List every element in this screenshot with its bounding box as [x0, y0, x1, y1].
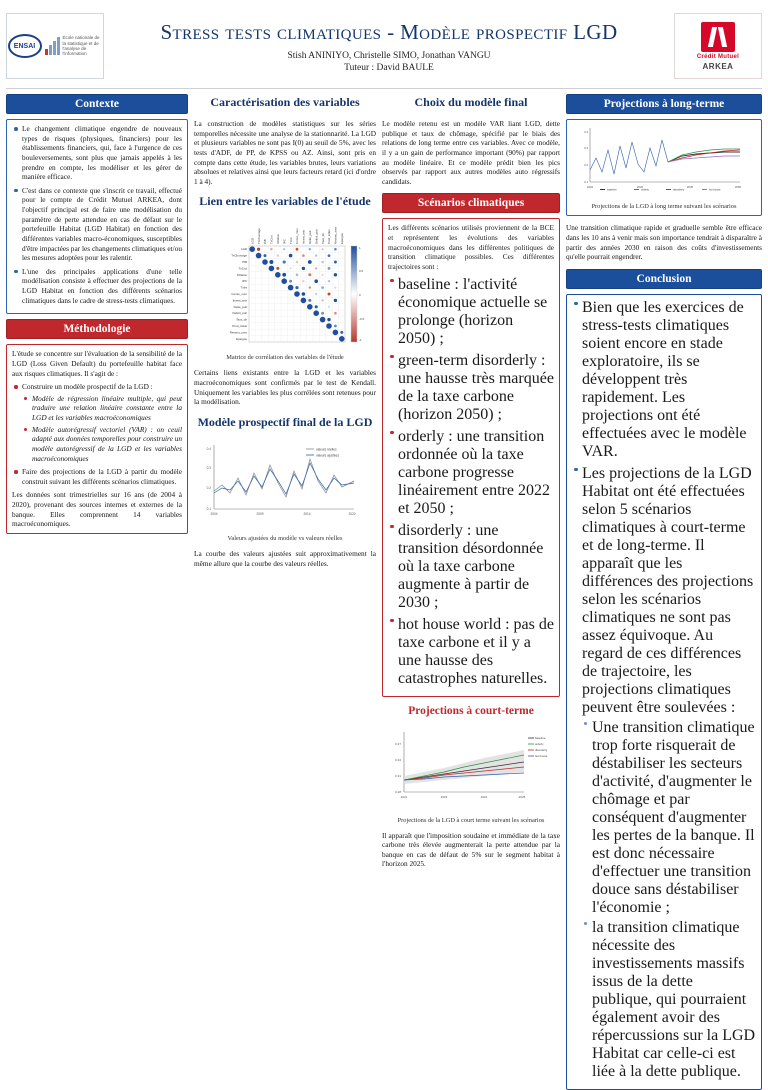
model-text-box — [194, 547, 376, 570]
tutor-line: Tuteur : David BAULE — [344, 62, 434, 73]
svg-text:Taux_dir: Taux_dir — [236, 317, 247, 322]
contexte-box — [6, 119, 188, 314]
column-1 — [6, 94, 188, 564]
svg-text:2023: 2023 — [440, 794, 448, 799]
svg-text:valeurs réelles: valeurs réelles — [316, 447, 337, 452]
svg-text:Prod_indus: Prod_indus — [327, 229, 332, 245]
conclusion-sublist — [582, 719, 756, 1081]
svg-text:0.2: 0.2 — [206, 485, 211, 490]
svg-text:0.4: 0.4 — [584, 130, 588, 134]
list-item: baseline : l'activité économique actuelle se prolonge (horizon 2050) ; — [397, 276, 554, 348]
svg-text:hot house: hot house — [709, 188, 721, 192]
list-item: hot house world : pas de taxe carbone et il y a une hausse des catastrophes naturelles. — [398, 615, 554, 687]
svg-text:2020: 2020 — [348, 511, 356, 516]
svg-text:LGD: LGD — [250, 238, 255, 245]
svg-text:IPC: IPC — [242, 279, 247, 284]
list-item: la transition climatique nécessite des investissements massifs issus de la dette publique, qui pourraient également avoir des répercussions sur la LGD Habitat car celle-ci est liée à la dette publique. — [592, 918, 756, 1080]
scenarios-box — [382, 218, 560, 696]
long-term-caption: Projections de la LGD à long terme suivant les scénarios — [591, 203, 737, 210]
model-fit-caption: Valeurs ajustées du modèle vs valeurs réelles — [227, 534, 343, 542]
svg-text:0.37: 0.37 — [395, 741, 401, 746]
credit-mutuel-arkea-logo — [674, 13, 762, 79]
section-title-court-terme: Projections à court-terme — [408, 704, 534, 717]
list-item: Une transition climatique trop forte risquerait de déstabiliser les secteurs d'activité, d'augmenter le chômage et par conséquent d'augmenter les pertes de la banque. Il est donc nécessaire d'effectuer une transition douce sans déstabiliser l'économie ; — [592, 718, 755, 916]
list-item: L'une des principales applications d'une telle modélisation consiste à effectuer des projections de la LGD Habitat en fonction des différents scénarios climatiques dans le cadre de stress-tests climatiques. — [22, 266, 182, 305]
svg-text:2004: 2004 — [210, 511, 218, 516]
svg-text:Conso_men: Conso_men — [295, 228, 300, 245]
column-3 — [382, 94, 560, 869]
list-item: Modèle autorégressif vectoriel (VAR) : on ceuil adapté aux données temporelles pour construire un modèle autorégressif de la LGD et les variables macroéconomiques — [32, 424, 182, 463]
section-title-conclusion: Conclusion — [566, 269, 762, 289]
svg-text:0.1: 0.1 — [206, 506, 211, 511]
svg-text:0.3: 0.3 — [206, 465, 211, 470]
list-item: Le changement climatique engendre de nouveaux types de risques (physiques, financiers) pour les établissements financiers, qui, face à l'urgence de ces bouleversements, sont plus que jamais appelés à les prendre en compte, les modéliser et les gérer de manière efficace. — [22, 124, 182, 182]
svg-text:TxInt: TxInt — [288, 237, 293, 245]
methodologie-box — [6, 344, 188, 534]
ensai-subtitle: École nationale de la statistique et de l'analyse de l'information — [62, 35, 100, 57]
title-block — [110, 20, 668, 73]
svg-text:0.28: 0.28 — [395, 789, 401, 794]
svg-text:2035: 2035 — [686, 185, 694, 189]
svg-text:orderly: orderly — [641, 188, 649, 192]
svg-text:Deficit_pub: Deficit_pub — [314, 229, 319, 245]
list-item: orderly : une transition ordonnée où la taxe carbone progresse linéairement entre 2022 et 2050 ; — [397, 428, 554, 518]
svg-text:1: 1 — [359, 246, 361, 251]
svg-text:Deficit_pub: Deficit_pub — [232, 311, 247, 316]
svg-text:2004: 2004 — [586, 185, 594, 189]
section-title-methodologie: Méthodologie — [6, 319, 188, 339]
poster-header — [6, 4, 762, 89]
svg-text:2009: 2009 — [256, 511, 264, 516]
caracterisation-text-box — [194, 117, 376, 188]
list-item: Faire des projections de la LGD à partir du modèle construit suivant les différents scénarios climatiques. — [22, 467, 182, 486]
list-item — [581, 465, 756, 1081]
long-term-figure-box — [566, 119, 762, 216]
ensai-oval-icon: ENSAI — [8, 34, 42, 58]
svg-text:0.5: 0.5 — [359, 269, 364, 274]
svg-text:0.1: 0.1 — [584, 180, 588, 184]
svg-text:Dette_pub: Dette_pub — [308, 231, 312, 245]
svg-text:Revenu_men: Revenu_men — [333, 227, 338, 245]
model-text: La courbe des valeurs ajustées suit approximativement la même allure que la courbe des valeurs réelles. — [194, 548, 376, 568]
section-title-caracterisation: Caractérisation des variables — [210, 95, 360, 109]
svg-text:TxCroi: TxCroi — [269, 235, 274, 245]
method-item-label: Construire un modèle prospectif de la LGD : — [22, 382, 153, 392]
svg-text:2024: 2024 — [480, 794, 488, 799]
svg-text:0.4: 0.4 — [206, 446, 211, 451]
short-term-text: Il apparaît que l'imposition soudaine et immédiate de la taxe carbone très élevée augmenterait la perte attendue par la banque en cas de défaut de 5% sur le segment habitat à l'horizon 2025. — [382, 830, 560, 869]
svg-text:TxChomage: TxChomage — [231, 253, 247, 258]
method-data-text: Les données sont trimestrielles sur 16 ans (de 2004 à 2020), provenant des sources internes et externes de la banque. Elles comprennent 14 variables macroéconomiques. — [12, 490, 182, 529]
section-title-modele-final: Modèle prospectif final de la LGD — [197, 414, 373, 429]
svg-text:Taux_dir: Taux_dir — [320, 233, 325, 245]
section-title-contexte: Contexte — [6, 94, 188, 114]
svg-text:PIB: PIB — [242, 260, 247, 265]
svg-text:TxCroi: TxCroi — [238, 266, 247, 271]
column-2 — [194, 94, 376, 568]
long-term-text: Une transition climatique rapide et graduelle semble être efficace dans les 10 ans à venir mais son importance tendrait à disparaître à partir des années 2030 en raison des coûts d'investissements qu'elle pourrait engendrer. — [566, 223, 762, 262]
section-title-choix-modele: Choix du modèle final — [414, 95, 528, 109]
svg-text:baseline: baseline — [607, 188, 617, 192]
svg-text:baseline: baseline — [535, 735, 546, 740]
svg-text:Revenu_men: Revenu_men — [229, 330, 247, 335]
ensai-logo — [6, 13, 104, 79]
svg-text:Epargne: Epargne — [236, 337, 247, 342]
after-correlation-text-box — [194, 366, 376, 409]
svg-text:-1: -1 — [359, 338, 362, 343]
svg-text:PIB: PIB — [263, 239, 268, 245]
svg-text:Invest_entr: Invest_entr — [232, 298, 247, 303]
list-item: green-term disorderly : une hausse très marquée de la taxe carbone (horizon 2050) ; — [398, 351, 554, 423]
svg-text:0: 0 — [359, 293, 361, 298]
long-term-projection-figure — [572, 124, 756, 202]
svg-text:disorderly: disorderly — [673, 188, 685, 192]
caracterisation-text: La construction de modèles statistiques sur les séries temporelles nécessite une analyse de la stationnarité. La LGD et plusieurs variables ne sont pas I(0) au seuil de 5%, avec les tests d'ADF, de PP, de KPSS ou AZ. Ainsi, sont pris en compte dans cette étude, les variables brutes, leurs variations absolues et relatives ainsi que leurs facteurs retard (ici d'ordre 1 à 4). — [194, 119, 376, 186]
svg-text:Inflation: Inflation — [276, 234, 280, 245]
svg-text:valeurs ajustées: valeurs ajustées — [316, 453, 340, 458]
method-intro: L'étude se concentre sur l'évaluation de la sensibilité de la LGD (Loss Given Default) du portefeuille habitat face aux risques climatiques. Il s'agit de : — [12, 349, 182, 378]
svg-text:0.3: 0.3 — [584, 146, 588, 150]
list-item: C'est dans ce contexte que s'inscrit ce travail, effectué pour le compte de Crédit Mutuel ARKEA, dont l'objectif principal est de faire une modélisation du paramètre de perte attendue en cas de défaut sur le portefeuille Habitat (LGD Habitat) en fonction des différentes variables macro-économiques, susceptibles d'être impactées par les changements climatiques et/ou les mesures adoptées pour les ralentir. — [22, 185, 182, 263]
svg-text:0.34: 0.34 — [395, 757, 401, 762]
svg-text:TxChomage: TxChomage — [256, 228, 261, 245]
svg-text:2050: 2050 — [734, 185, 742, 189]
scenarios-intro: Les différents scénarios utilisés proviennent de la BCE et représentent les évolutions des variables macroéconomiques dans les différentes politiques de transition climatique possibles. Ces différentes trajectoires sont : — [388, 223, 554, 271]
svg-text:2020: 2020 — [636, 185, 644, 189]
svg-text:orderly: orderly — [535, 741, 544, 746]
section-title-lien-variables: Lien entre les variables de l'étude — [199, 194, 371, 209]
choix-modele-box — [382, 117, 560, 188]
svg-text:IPC: IPC — [282, 239, 287, 245]
svg-text:0.31: 0.31 — [395, 773, 401, 778]
svg-text:-0.5: -0.5 — [359, 317, 365, 322]
after-correlation-text: Certains liens existants entre la LGD et les variables macroéconomiques sont confirmés par le test de Kendall. Uniquement les variables les plus corrélées sont retenues pour la modélisation. — [194, 368, 376, 407]
list-item — [21, 382, 182, 463]
svg-text:Prod_indus: Prod_indus — [232, 324, 247, 329]
credit-mutuel-icon — [701, 22, 735, 52]
svg-text:2025: 2025 — [518, 794, 526, 799]
long-term-text-box — [566, 221, 762, 264]
list-item: Bien que les exercices de stress-tests climatiques soient encore en stade exploratoire, ils se développent très rapidement. Les projections ont été effectuées avec le modèle VAR. — [581, 299, 756, 461]
list-item: Modèle de régression linéaire multiple, qui peut traduire une relation linéaire constante entre la LGD et les variables macroéconomiques — [32, 393, 182, 422]
svg-text:hot house: hot house — [535, 753, 548, 758]
conclusion-item-label: Les projections de la LGD Habitat ont été effectuées selon 5 scénarios climatiques à court-terme et de long-terme. Il apparaît que les différences des projections selon les scénarios climatiques ne sont pas assez équivoque. Au regard de ces différences de trajectoire, les projections climatiques peuvent être soulevées : — [582, 464, 754, 716]
svg-text:2014: 2014 — [303, 511, 311, 516]
method-sublist — [22, 394, 182, 463]
correlation-figure-caption: Matrice de corrélation des variables de l'étude — [226, 354, 344, 362]
scenarios-list — [388, 276, 554, 688]
ensai-bars-icon — [45, 37, 60, 55]
svg-text:TxInt: TxInt — [240, 285, 247, 290]
model-fit-figure — [194, 437, 376, 529]
svg-text:0.2: 0.2 — [584, 163, 588, 167]
short-term-projection-figure — [382, 725, 560, 811]
long-term-projection-svg — [572, 124, 754, 202]
model-fit-svg — [194, 437, 370, 529]
svg-text:Dette_pub: Dette_pub — [233, 305, 247, 310]
ensai-mark — [8, 34, 103, 58]
short-term-caption: Projections de la LGD à court terme suivant les scénarios — [397, 816, 545, 824]
svg-text:LGD: LGD — [241, 247, 247, 252]
correlation-matrix-figure — [194, 216, 376, 348]
authors-line: Stish ANINIYO, Christelle SIMO, Jonathan VANGU — [287, 50, 491, 61]
arkea-entity: ARKEA — [702, 61, 734, 71]
short-term-projection-svg — [382, 725, 554, 811]
credit-mutuel-brand: Crédit Mutuel — [696, 53, 740, 60]
conclusion-box — [566, 294, 762, 1090]
correlation-matrix-svg — [197, 216, 373, 348]
svg-text:2021: 2021 — [400, 794, 408, 799]
page-title: Stress tests climatiques - Modèle prospectif LGD — [160, 19, 618, 44]
short-term-text-box — [382, 829, 560, 872]
svg-text:Inflation: Inflation — [236, 273, 247, 278]
list-item: disorderly : une transition désordonnée où la taxe carbone augmente à partir de 2030 ; — [397, 522, 554, 612]
choix-modele-text: Le modèle retenu est un modèle VAR liant LGD, dette publique et taux de chômage, spécifié par le biais des relations de long terme entre ces variables. Avec ce modèle, il y a un gain de performance important (90%) par rapport au modèle linéaire. Et ce modèle prédit bien les pics observés par rapport aux autres modèles auto régressifs candidats. — [382, 119, 560, 186]
svg-text:Conso_men: Conso_men — [231, 292, 247, 297]
column-4 — [566, 94, 762, 1080]
svg-text:disorderly: disorderly — [535, 747, 548, 752]
contexte-list — [12, 124, 182, 305]
section-title-long-terme: Projections à long-terme — [566, 94, 762, 114]
section-title-scenarios: Scénarios climatiques — [382, 193, 560, 213]
svg-text:Epargne: Epargne — [340, 233, 344, 245]
svg-text:Invest_entr: Invest_entr — [301, 230, 306, 245]
method-list — [12, 382, 182, 486]
conclusion-list — [572, 299, 756, 1081]
poster-columns — [6, 94, 762, 1080]
